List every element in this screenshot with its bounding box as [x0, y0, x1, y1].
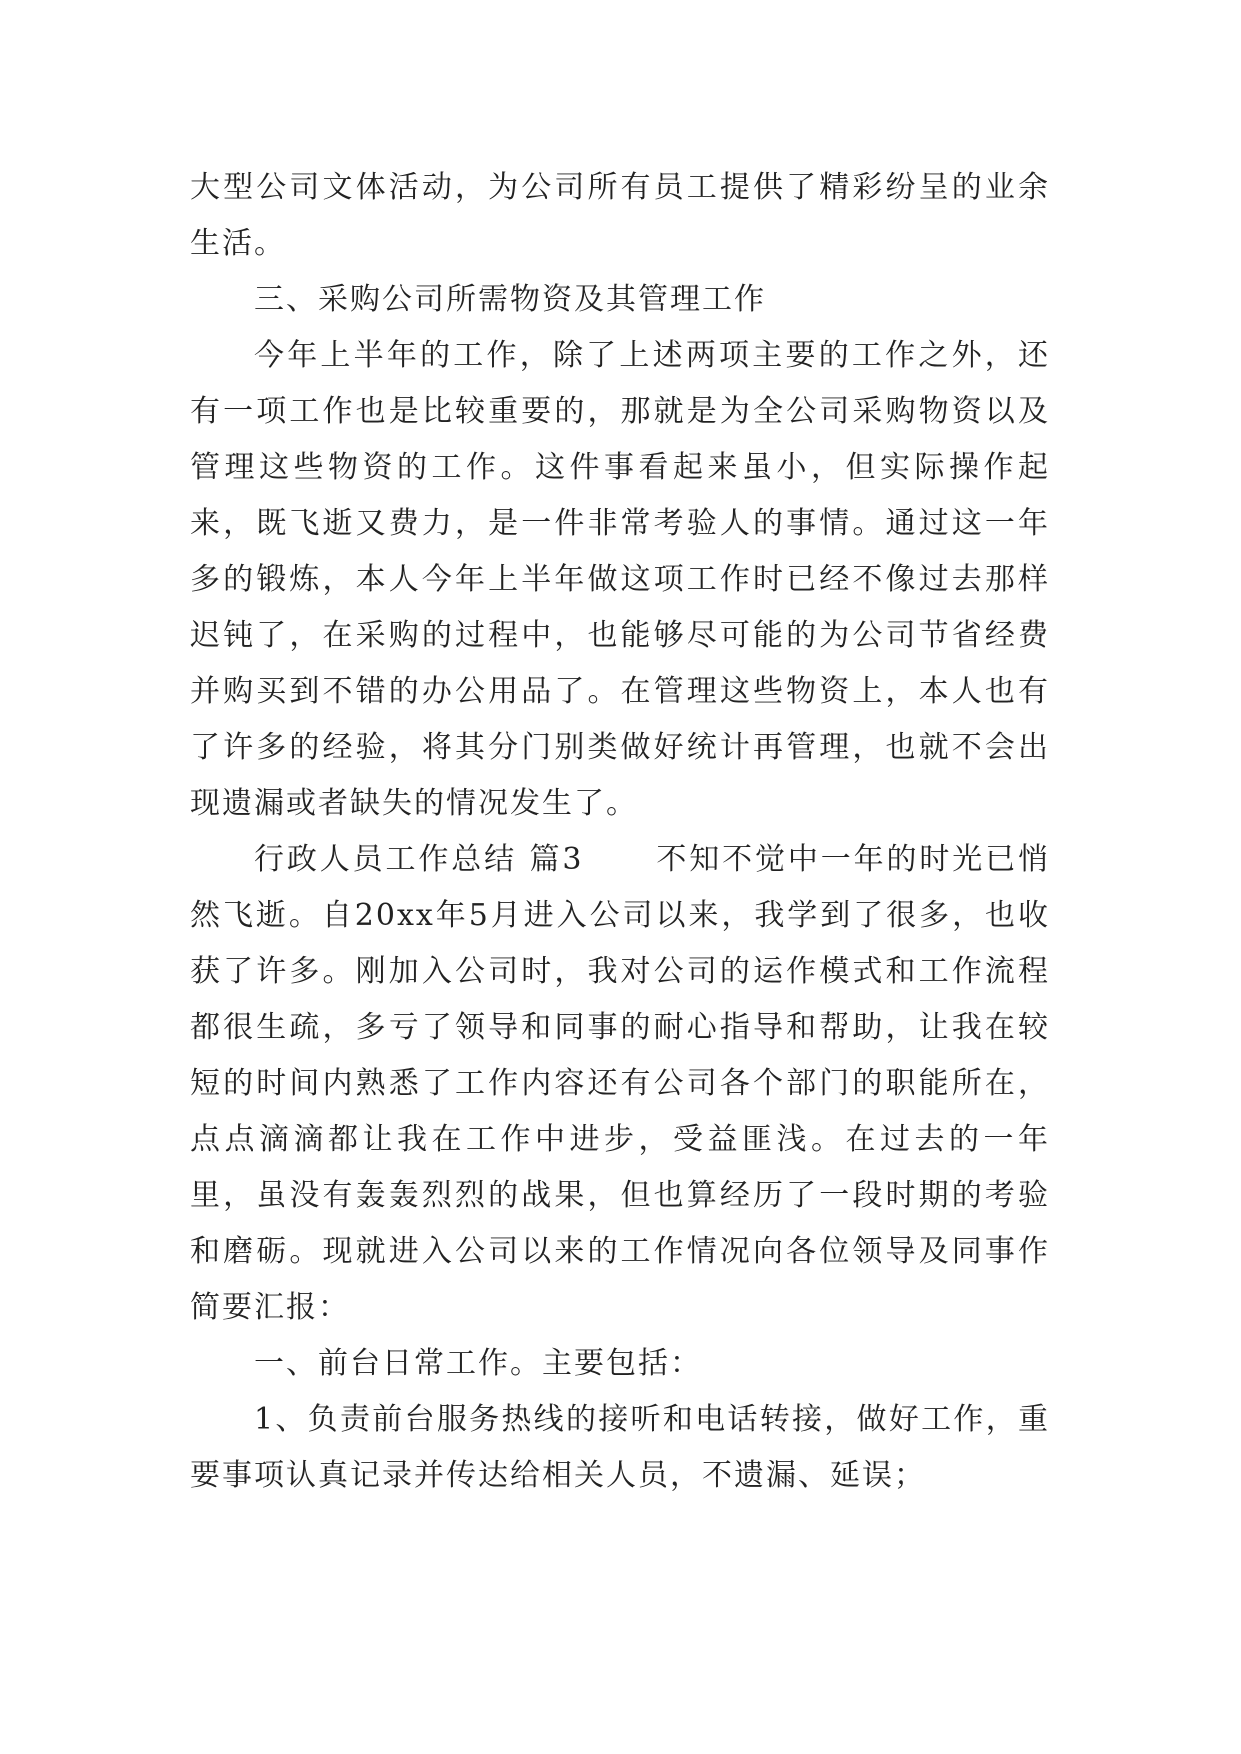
paragraph-continuation: 大型公司文体活动，为公司所有员工提供了精彩纷呈的业余生活。: [190, 170, 1050, 261]
paragraph-summary-intro: [190, 832, 1050, 1336]
heading-procurement: 三、采购公司所需物资及其管理工作: [254, 282, 766, 317]
paragraph-procurement: 今年上半年的工作，除了上述两项主要的工作之外，还有一项工作也是比较重要的，那就是为全公司采购物资以及管理这些物资的工作。这件事看起来虽小，但实际操作起来，既飞逝又费力，是一件非常考验人的事情。通过这一年多的锻炼，本人今年上半年做这项工作时已经不像过去那样迟钝了，在采购的过程中，也能够尽可能的为公司节省经费并购买到不错的办公用品了。在管理这些物资上，本人也有了许多的经验，将其分门别类做好统计再管理，也就不会出现遗漏或者缺失的情况发生了。: [190, 338, 1050, 821]
summary-text: 不知不觉中一年的时光已悄然飞逝。自20xx年5月进入公司以来，我学到了很多，也收获了许多。刚加入公司时，我对公司的运作模式和工作流程都很生疏，多亏了领导和同事的耐心指导和帮助，让我在较短的时间内熟悉了工作内容还有公司各个部门的职能所在，点点滴滴都让我在工作中进步，受益匪浅。在过去的一年里，虽没有轰轰烈烈的战果，但也算经历了一段时期的考验和磨砺。现就进入公司以来的工作情况向各位领导及同事作简要汇报：: [190, 842, 1051, 1325]
section-heading: 行政人员工作总结 篇3: [254, 842, 584, 877]
list-item-1: 1、负责前台服务热线的接听和电话转接，做好工作，重要事项认真记录并传达给相关人员，不遗漏、延误；: [190, 1402, 1050, 1493]
document-body: [190, 160, 1050, 1504]
heading-front-desk: 一、前台日常工作。主要包括：: [254, 1346, 702, 1381]
